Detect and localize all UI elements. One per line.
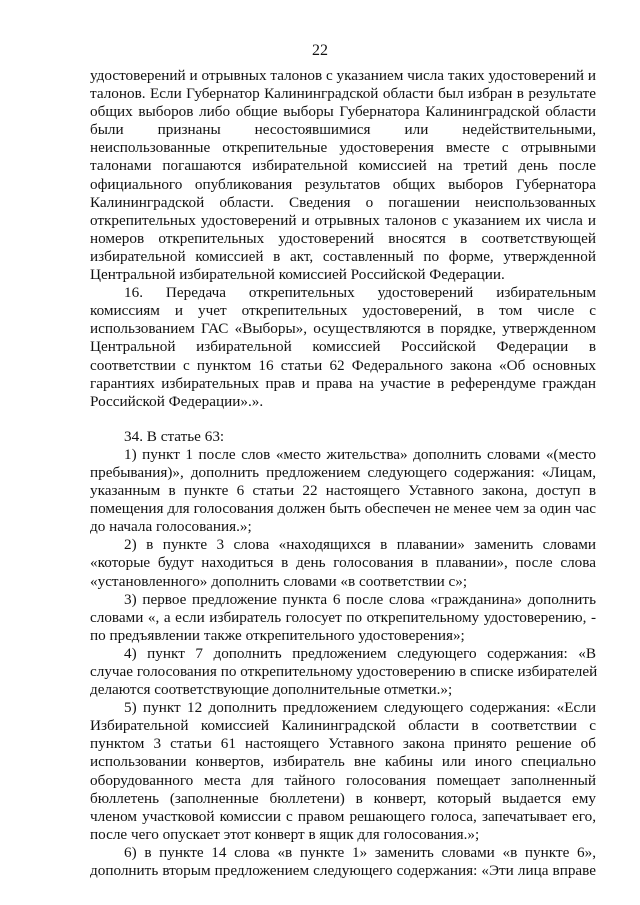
text-line: случае голосования по открепительному удостоверению в списке избирателей — [90, 663, 598, 680]
text-line: Избирательной комиссией Калининградской области в соответствии с — [90, 717, 596, 735]
text-line: удостоверений и отрывных талонов с указанием числа таких удостоверений и — [90, 67, 596, 84]
text-line: неиспользованные открепительные удостоверения вместе с отрывными — [90, 139, 596, 157]
paragraph-gap — [90, 411, 596, 428]
text-line: Калининградской области. Сведения о погашении неиспользованных — [90, 193, 596, 211]
text-line: гарантиях избирательных прав и права на участие в референдуме граждан — [90, 374, 596, 392]
text-line: комиссиям и учет открепительных удостоверений, в том числе с — [90, 302, 596, 320]
text-line: «установленного» дополнить словами «в соответствии с»; — [90, 572, 468, 590]
text-line: по предъявлении также открепительного удостоверения»; — [90, 626, 465, 644]
text-line: общих выборов либо общие выборы Губернатора Калининградской области — [90, 103, 596, 121]
text-line: 2) в пункте 3 слова «находящихся в плавании» заменить словами — [124, 536, 596, 554]
text-line: 3) первое предложение пункта 6 после слова «гражданина» дополнить — [124, 590, 596, 608]
text-line: 1) пункт 1 после слов «место жительства» дополнить словами «(место — [124, 445, 596, 463]
text-line: членом участковой комиссии с правом решающего голоса, запечатывает его, — [90, 807, 596, 825]
text-line: официального опубликования результатов общих выборов Губернатора — [90, 175, 596, 193]
text-line: 6) в пункте 14 слова «в пункте 1» заменить словами «в пункте 6», — [124, 843, 596, 861]
text-line: Центральной избирательной комиссией Российской Федерации. — [90, 266, 505, 284]
page-number: 22 — [312, 42, 328, 59]
text-line: Российской Федерации».». — [90, 392, 264, 410]
text-line: использовании конвертов, избиратель вне кабины или иного специально — [90, 753, 596, 771]
text-line: бюллетень (заполненные бюллетени) в конверт, который выдается ему — [90, 789, 596, 807]
text-line: помещения для голосования должен быть обеспечен не менее чем за один час — [90, 500, 596, 518]
text-line: 4) пункт 7 дополнить предложением следующего содержания: «В — [124, 644, 596, 662]
text-line: 16. Передача открепительных удостоверений избирательным — [124, 284, 596, 302]
text-line: талонов. Если Губернатор Калининградской области был избран в результате — [90, 85, 596, 103]
text-line: использованием ГАС «Выборы», осуществляются в порядке, утвержденном — [90, 320, 596, 338]
text-line: до начала голосования.»; — [90, 518, 252, 536]
text-line: талонами погашаются избирательной комиссией на третий день после — [90, 157, 596, 175]
text-line: словами «, а если избиратель голосует по открепительному удостоверению, - — [90, 608, 596, 626]
text-line: соответствии с пунктом 16 статьи 62 Федерального закона «Об основных — [90, 356, 596, 374]
text-line: пунктом 3 статьи 61 настоящего Уставного закона принято решение об — [90, 735, 596, 753]
text-line: избирательной комиссией в акт, составленный по форме, утвержденной — [90, 247, 596, 265]
text-line: указанным в пункте 6 статьи 22 настоящего Уставного закона, доступ в — [90, 482, 596, 500]
text-line: делаются соответствующие дополнительные отметки.»; — [90, 681, 453, 699]
text-line: номеров открепительных удостоверений вносятся в соответствующей — [90, 229, 596, 247]
section-heading: 34. В статье 63: — [124, 427, 225, 445]
text-line: пребывания)», дополнить предложением следующего содержания: «Лицам, — [90, 463, 596, 481]
text-line: «которые будут находиться в день голосования в плавании», после слова — [90, 554, 596, 572]
text-line: дополнить вторым предложением следующего содержания: «Эти лица вправе — [90, 862, 596, 880]
text-line: были признаны несостоявшимися или недействительными, — [90, 121, 596, 139]
document-body — [90, 67, 596, 880]
text-line: 5) пункт 12 дополнить предложением следующего содержания: «Если — [124, 699, 596, 717]
text-line: Центральной избирательной комиссией Российской Федерации в — [90, 338, 596, 356]
text-line: после чего опускает этот конверт в ящик для голосования.»; — [90, 825, 480, 843]
text-line: оборудованного места для тайного голосования помещает заполненный — [90, 771, 596, 789]
text-line: открепительных удостоверений и отрывных талонов с указанием их числа и — [90, 211, 596, 229]
